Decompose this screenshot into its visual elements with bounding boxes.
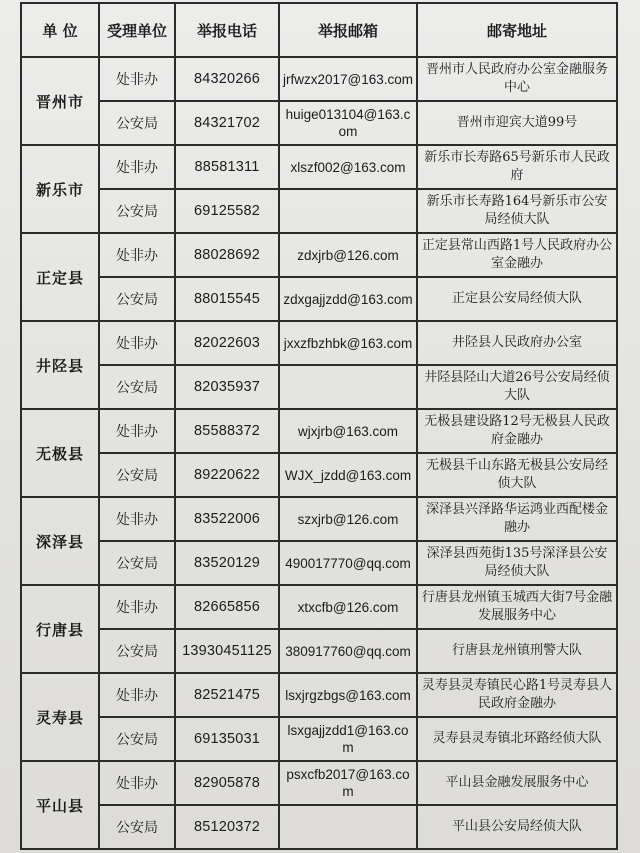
table-row [21,57,617,101]
address-cell: 行唐县龙州镇刑警大队 [417,629,617,673]
table-row [21,805,617,849]
address-cell: 灵寿县灵寿镇民心路1号灵寿县人民政府金融办 [417,673,617,717]
address-cell: 无极县千山东路无极县公安局经侦大队 [417,453,617,497]
table-row [21,409,617,453]
email-cell: xtxcfb@126.com [279,585,417,629]
handling-office-cell: 公安局 [99,277,175,321]
handling-office-cell: 公安局 [99,629,175,673]
table-row [21,145,617,189]
email-cell [279,189,417,233]
county-name: 晋州市 [21,57,99,145]
phone-cell: 84320266 [175,57,279,101]
handling-office-cell: 处非办 [99,321,175,365]
table-row [21,673,617,717]
handling-office-cell: 公安局 [99,717,175,761]
address-cell: 深泽县西苑街135号深泽县公安局经侦大队 [417,541,617,585]
email-cell: jrfwzx2017@163.com [279,57,417,101]
header-address: 邮寄地址 [417,3,617,57]
phone-cell: 82521475 [175,673,279,717]
email-cell: 490017770@qq.com [279,541,417,585]
phone-cell: 69135031 [175,717,279,761]
phone-cell: 89220622 [175,453,279,497]
table-row [21,277,617,321]
phone-cell: 82905878 [175,761,279,805]
table-row [21,233,617,277]
phone-cell: 82035937 [175,365,279,409]
handling-office-cell: 处非办 [99,57,175,101]
county-name: 灵寿县 [21,673,99,761]
email-cell: jxxzfbzhbk@163.com [279,321,417,365]
table-row [21,761,617,805]
address-cell: 新乐市长寿路164号新乐市公安局经侦大队 [417,189,617,233]
table-row [21,717,617,761]
handling-office-cell: 处非办 [99,497,175,541]
header-email: 举报邮箱 [279,3,417,57]
table-row [21,453,617,497]
handling-office-cell: 公安局 [99,365,175,409]
table-row [21,189,617,233]
county-name: 行唐县 [21,585,99,673]
email-cell [279,365,417,409]
table-row [21,365,617,409]
phone-cell: 13930451125 [175,629,279,673]
email-cell: wjxjrb@163.com [279,409,417,453]
report-contact-table [20,2,618,850]
handling-office-cell: 公安局 [99,453,175,497]
address-cell: 井陉县陉山大道26号公安局经侦大队 [417,365,617,409]
county-name: 新乐市 [21,145,99,233]
handling-office-cell: 公安局 [99,805,175,849]
header-handling-unit: 受理单位 [99,3,175,57]
email-cell: lsxgajjzdd1@163.com [279,717,417,761]
address-cell: 行唐县龙州镇玉城西大街7号金融发展服务中心 [417,585,617,629]
address-cell: 晋州市迎宾大道99号 [417,101,617,145]
address-cell: 深泽县兴泽路华运鸿业西配楼金融办 [417,497,617,541]
address-cell: 正定县常山西路1号人民政府办公室金融办 [417,233,617,277]
phone-cell: 82022603 [175,321,279,365]
email-cell: zdxjrb@126.com [279,233,417,277]
header-unit: 单 位 [21,3,99,57]
table-row [21,541,617,585]
handling-office-cell: 处非办 [99,761,175,805]
phone-cell: 69125582 [175,189,279,233]
email-cell: 380917760@qq.com [279,629,417,673]
handling-office-cell: 处非办 [99,673,175,717]
phone-cell: 88015545 [175,277,279,321]
phone-cell: 85120372 [175,805,279,849]
county-name: 平山县 [21,761,99,849]
address-cell: 平山县金融发展服务中心 [417,761,617,805]
address-cell: 无极县建设路12号无极县人民政府金融办 [417,409,617,453]
address-cell: 新乐市长寿路65号新乐市人民政府 [417,145,617,189]
header-phone: 举报电话 [175,3,279,57]
table-body [21,57,617,849]
handling-office-cell: 处非办 [99,409,175,453]
email-cell: psxcfb2017@163.com [279,761,417,805]
phone-cell: 83522006 [175,497,279,541]
county-name: 无极县 [21,409,99,497]
phone-cell: 85588372 [175,409,279,453]
address-cell: 晋州市人民政府办公室金融服务中心 [417,57,617,101]
table-header-row [21,3,617,57]
email-cell: xlszf002@163.com [279,145,417,189]
table-row [21,629,617,673]
phone-cell: 88581311 [175,145,279,189]
handling-office-cell: 公安局 [99,541,175,585]
address-cell: 灵寿县灵寿镇北环路经侦大队 [417,717,617,761]
phone-cell: 82665856 [175,585,279,629]
table-row [21,101,617,145]
phone-cell: 84321702 [175,101,279,145]
email-cell: WJX_jzdd@163.com [279,453,417,497]
email-cell [279,805,417,849]
county-name: 正定县 [21,233,99,321]
email-cell: szxjrb@126.com [279,497,417,541]
email-cell: huige013104@163.com [279,101,417,145]
handling-office-cell: 处非办 [99,145,175,189]
table-row [21,321,617,365]
county-name: 深泽县 [21,497,99,585]
handling-office-cell: 处非办 [99,233,175,277]
email-cell: zdxgajjzdd@163.com [279,277,417,321]
phone-cell: 83520129 [175,541,279,585]
handling-office-cell: 处非办 [99,585,175,629]
phone-cell: 88028692 [175,233,279,277]
handling-office-cell: 公安局 [99,101,175,145]
table-row [21,497,617,541]
handling-office-cell: 公安局 [99,189,175,233]
county-name: 井陉县 [21,321,99,409]
address-cell: 平山县公安局经侦大队 [417,805,617,849]
table-row [21,585,617,629]
address-cell: 井陉县人民政府办公室 [417,321,617,365]
address-cell: 正定县公安局经侦大队 [417,277,617,321]
email-cell: lsxjrgzbgs@163.com [279,673,417,717]
